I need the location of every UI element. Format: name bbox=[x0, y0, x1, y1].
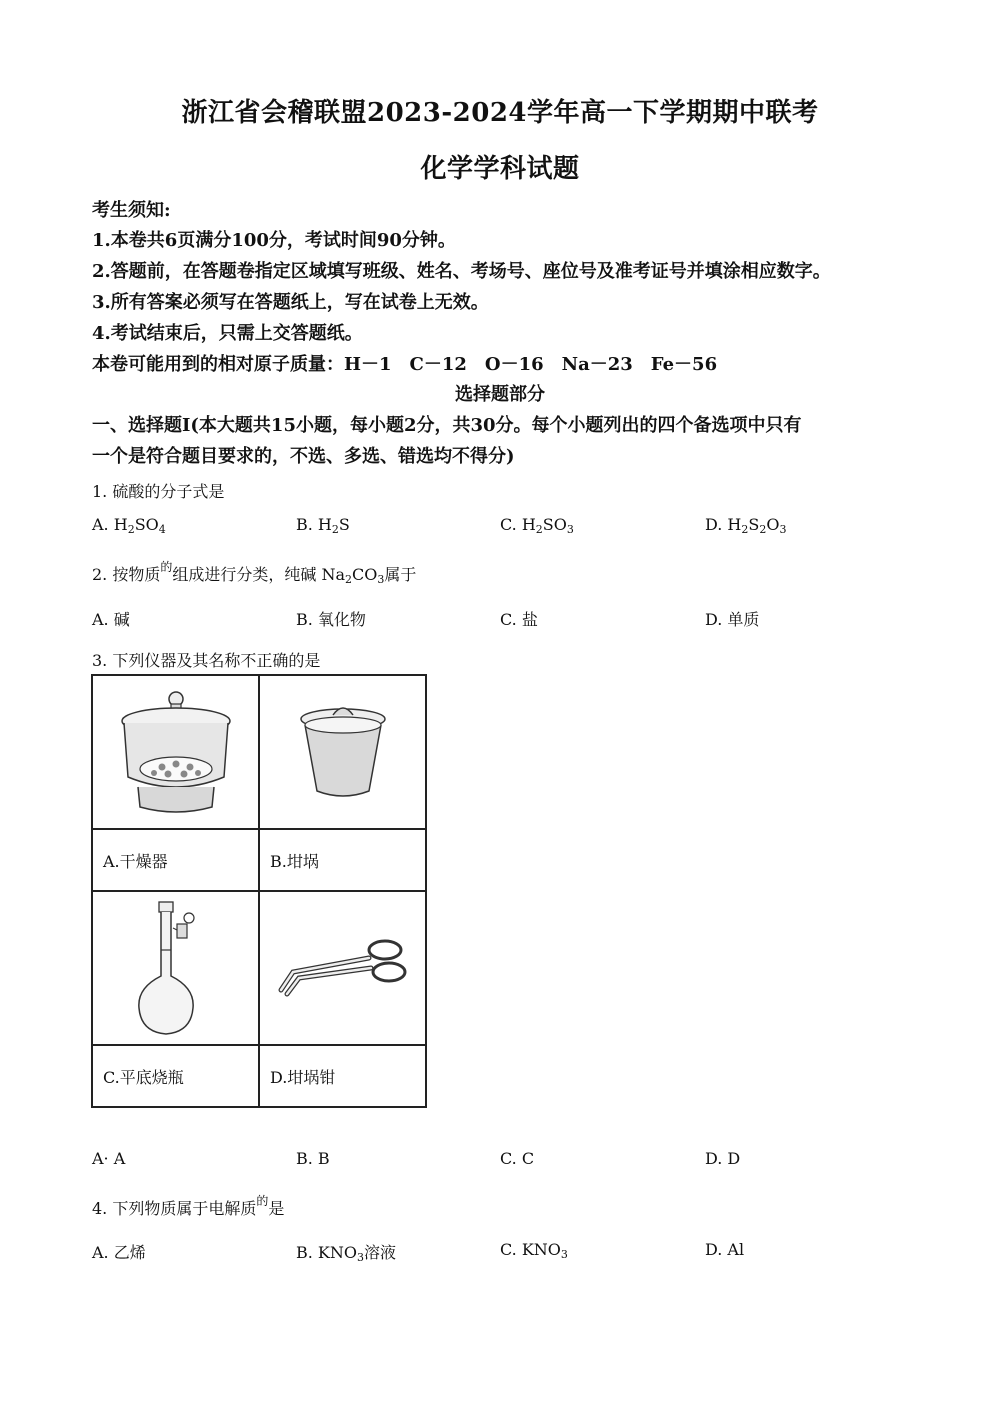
instrument-cell bbox=[259, 891, 426, 1045]
notice-item: 1.本卷共6页满分100分，考试时间90分钟。 bbox=[92, 230, 456, 251]
instrument-cell bbox=[92, 675, 259, 829]
instrument-label-d: D.坩埚钳 bbox=[259, 1045, 426, 1107]
q2-option-d: D. 单质 bbox=[705, 610, 760, 629]
instrument-cell bbox=[92, 891, 259, 1045]
notice-item: 3.所有答案必须写在答题纸上，写在试卷上无效。 bbox=[92, 292, 489, 313]
section-heading-line1: 一、选择题Ⅰ(本大题共15小题，每小题2分，共30分。每个小题列出的四个备选项中只有 bbox=[92, 415, 802, 436]
desiccator-icon bbox=[116, 687, 236, 817]
instrument-label-b: B.坩埚 bbox=[259, 829, 426, 891]
q2-option-c: C. 盐 bbox=[500, 610, 538, 629]
question-4-stem: 4. 下列物质属于电解质$^的$是 bbox=[92, 1194, 285, 1218]
instrument-cell bbox=[259, 675, 426, 829]
q4-option-b: B. $KNO_3$溶液 bbox=[296, 1243, 397, 1264]
part-title: 选择题部分 bbox=[455, 384, 545, 405]
q1-option-c: C. $H_2SO_3$ bbox=[500, 515, 574, 536]
question-1-stem: 1. 硫酸的分子式是 bbox=[92, 482, 225, 501]
question-2-stem: 2. 按物质$^的$组成进行分类，纯碱 $Na_2CO_3$属于 bbox=[92, 560, 417, 586]
notice-item: 2.答题前，在答题卷指定区域填写班级、姓名、考场号、座位号及准考证号并填涂相应数字。 bbox=[92, 261, 831, 282]
q1-option-d: D. $H_2S_2O_3$ bbox=[705, 515, 787, 536]
flask-icon bbox=[131, 898, 221, 1038]
q1-option-a: A. $H_2SO_4$ bbox=[92, 515, 166, 536]
q4-option-a: A. 乙烯 bbox=[92, 1243, 146, 1262]
atomic-masses: 本卷可能用到的相对原子质量：H－1 C－12 O－16 Na－23 Fe－56 bbox=[92, 354, 718, 375]
q3-option-a: A· A bbox=[92, 1149, 126, 1168]
exam-subtitle: 化学学科试题 bbox=[420, 154, 580, 184]
q1-option-b: B. $H_2S$ bbox=[296, 515, 350, 536]
q4-option-c: C. $KNO_3$ bbox=[500, 1240, 568, 1261]
q4-option-d: D. Al bbox=[705, 1240, 745, 1259]
q3-option-c: C. C bbox=[500, 1149, 535, 1168]
section-heading-line2: 一个是符合题目要求的，不选、多选、错选均不得分) bbox=[92, 446, 515, 467]
crucible-icon bbox=[293, 697, 393, 807]
notice-heading: 考生须知: bbox=[92, 200, 171, 221]
crucible-tongs-icon bbox=[273, 928, 413, 1008]
q3-option-b: B. B bbox=[296, 1149, 330, 1168]
q2-option-a: A. 碱 bbox=[92, 610, 130, 629]
instrument-table bbox=[91, 674, 427, 1108]
exam-title: 浙江省会稽联盟2023-2024学年高一下学期期中联考 bbox=[181, 98, 819, 128]
q3-option-d: D. D bbox=[705, 1149, 741, 1168]
instrument-label-c: C.平底烧瓶 bbox=[92, 1045, 259, 1107]
notice-item: 4.考试结束后，只需上交答题纸。 bbox=[92, 323, 363, 344]
q2-option-b: B. 氧化物 bbox=[296, 610, 366, 629]
question-3-stem: 3. 下列仪器及其名称不正确的是 bbox=[92, 651, 321, 670]
instrument-label-a: A.干燥器 bbox=[92, 829, 259, 891]
